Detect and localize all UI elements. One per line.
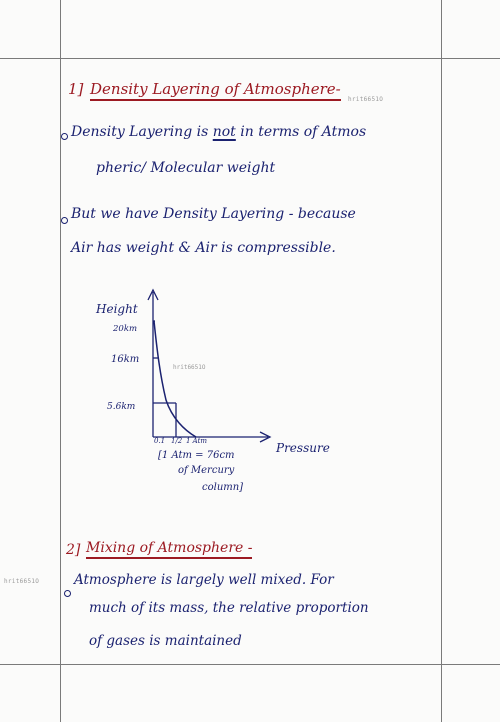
point1-line2: pheric/ Molecular weight bbox=[96, 160, 276, 176]
point1-text-b: in terms of Atmos bbox=[240, 124, 367, 140]
watermark-left: hrit6651O bbox=[4, 578, 40, 585]
section2-title: Mixing of Atmosphere - bbox=[86, 540, 252, 559]
graph-ylabel: Height bbox=[96, 302, 138, 316]
section1-number: 1] bbox=[68, 80, 84, 98]
graph-note-line1: [1 Atm = 76cm bbox=[158, 450, 235, 461]
tick-half: 1/2 bbox=[171, 437, 183, 445]
section2-line3: of gases is maintained bbox=[89, 633, 242, 649]
point1-not: not bbox=[212, 124, 236, 140]
tick-5-6km: 5.6km bbox=[107, 402, 136, 412]
bullet-icon bbox=[64, 590, 71, 597]
section1-title: Density Layering of Atmosphere- bbox=[90, 80, 341, 101]
tick-1atm: 1 Atm bbox=[186, 437, 208, 445]
section2-line2: much of its mass, the relative proportion bbox=[89, 600, 369, 616]
section2-number: 2] bbox=[66, 542, 81, 558]
graph-xlabel: Pressure bbox=[276, 441, 330, 455]
tick-20km: 20km bbox=[113, 324, 138, 334]
point2-line2: Air has weight & Air is compressible. bbox=[71, 240, 336, 256]
watermark-top: hrit6651O bbox=[348, 96, 384, 103]
point1-text-a: Density Layering is bbox=[71, 124, 209, 140]
section2-line1: Atmosphere is largely well mixed. For bbox=[74, 572, 334, 588]
graph-note-line3: column] bbox=[202, 482, 244, 493]
watermark-middle: hrit6651O bbox=[173, 364, 206, 371]
tick-0-1: 0.1 bbox=[154, 437, 166, 445]
tick-16km: 16km bbox=[111, 354, 140, 365]
density-curve bbox=[154, 321, 196, 437]
graph-note-line2: of Mercury bbox=[178, 465, 235, 476]
point2-line1: But we have Density Layering - because bbox=[71, 206, 356, 222]
